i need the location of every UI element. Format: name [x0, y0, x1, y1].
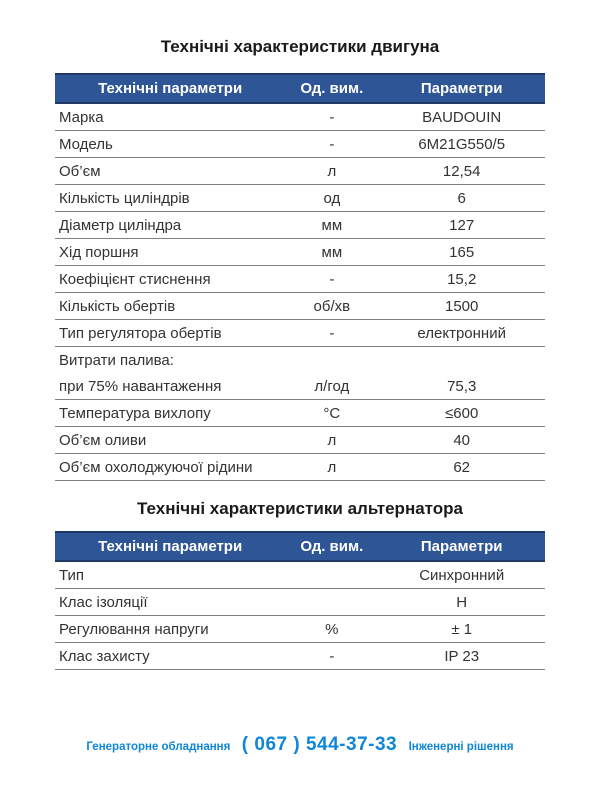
table-row — [55, 266, 545, 293]
unit-cell: - — [285, 103, 378, 131]
table-row — [55, 212, 545, 239]
table-row — [55, 347, 545, 374]
unit-cell: - — [285, 266, 378, 293]
table-row — [55, 561, 545, 589]
column-header-unit: Од. вим. — [285, 74, 378, 103]
value-cell: 165 — [378, 239, 545, 266]
unit-cell: мм — [285, 239, 378, 266]
param-name-cell: Діаметр циліндра — [55, 212, 285, 239]
column-header-unit: Од. вим. — [285, 532, 378, 561]
unit-cell: л — [285, 427, 378, 454]
engine-table-header-row — [55, 74, 545, 103]
param-name-cell: Кількість циліндрів — [55, 185, 285, 212]
value-cell: ≤600 — [378, 400, 545, 427]
unit-cell: °C — [285, 400, 378, 427]
table-row — [55, 293, 545, 320]
value-cell: IP 23 — [378, 643, 545, 670]
value-cell: ± 1 — [378, 616, 545, 643]
table-row — [55, 589, 545, 616]
unit-cell: од — [285, 185, 378, 212]
unit-cell: - — [285, 643, 378, 670]
table-row — [55, 185, 545, 212]
table-row — [55, 643, 545, 670]
param-name-cell: Тип регулятора обертів — [55, 320, 285, 347]
value-cell: 40 — [378, 427, 545, 454]
unit-cell: % — [285, 616, 378, 643]
unit-cell: л/год — [285, 373, 378, 400]
param-name-cell: Хід поршня — [55, 239, 285, 266]
engine-section-title: Технічні характеристики двигуна — [160, 37, 440, 56]
unit-cell — [285, 347, 378, 374]
table-row — [55, 103, 545, 131]
value-cell: H — [378, 589, 545, 616]
table-row — [55, 131, 545, 158]
unit-cell: - — [285, 131, 378, 158]
unit-cell — [285, 561, 378, 589]
param-name-cell: Кількість обертів — [55, 293, 285, 320]
value-cell — [378, 347, 545, 374]
value-cell: BAUDOUIN — [378, 103, 545, 131]
value-cell: 6M21G550/5 — [378, 131, 545, 158]
table-row — [55, 158, 545, 185]
table-row — [55, 616, 545, 643]
table-row — [55, 400, 545, 427]
param-name-cell: Клас ізоляції — [55, 589, 285, 616]
param-name-cell: Об’єм охолоджуючої рідини — [55, 454, 285, 481]
alternator-section-title: Технічні характеристики альтернатора — [136, 499, 463, 518]
param-name-cell: Тип — [55, 561, 285, 589]
value-cell: електронний — [378, 320, 545, 347]
column-header-value: Параметри — [378, 74, 545, 103]
param-name-cell: Коефіцієнт стиснення — [55, 266, 285, 293]
footer-tagline: Інженерні рішення — [408, 741, 514, 753]
footer — [0, 734, 600, 756]
param-name-cell: Витрати палива: — [59, 351, 174, 369]
column-header-value: Параметри — [378, 532, 545, 561]
engine-specs-table — [55, 73, 545, 481]
unit-cell: - — [285, 320, 378, 347]
column-header-parameter-name: Технічні параметри — [55, 74, 285, 103]
table-row — [55, 427, 545, 454]
unit-cell: л — [285, 158, 378, 185]
footer-phone-number: ( 067 ) 544-37-33 — [241, 734, 398, 755]
table-row — [55, 239, 545, 266]
unit-cell — [285, 589, 378, 616]
value-cell: 12,54 — [378, 158, 545, 185]
param-name-cell: при 75% навантаження — [55, 373, 285, 400]
table-row — [55, 320, 545, 347]
param-name-cell: Регулювання напруги — [55, 616, 285, 643]
value-cell: Синхронний — [378, 561, 545, 589]
unit-cell: об/хв — [285, 293, 378, 320]
alternator-specs-table — [55, 531, 545, 670]
unit-cell: мм — [285, 212, 378, 239]
column-header-parameter-name: Технічні параметри — [55, 532, 285, 561]
value-cell: 1500 — [378, 293, 545, 320]
param-name-cell: Об’єм — [55, 158, 285, 185]
value-cell: 75,3 — [378, 373, 545, 400]
param-name-cell: Марка — [55, 103, 285, 131]
alternator-table-header-row — [55, 532, 545, 561]
table-row — [55, 454, 545, 481]
param-name-cell: Клас захисту — [55, 643, 285, 670]
table-row — [55, 373, 545, 400]
unit-cell: л — [285, 454, 378, 481]
param-name-cell: Температура вихлопу — [55, 400, 285, 427]
value-cell: 15,2 — [378, 266, 545, 293]
value-cell: 127 — [378, 212, 545, 239]
value-cell: 62 — [378, 454, 545, 481]
value-cell: 6 — [378, 185, 545, 212]
param-name-cell: Модель — [55, 131, 285, 158]
param-name-cell: Об’єм оливи — [55, 427, 285, 454]
footer-company-text: Генераторне обладнання — [86, 741, 231, 753]
